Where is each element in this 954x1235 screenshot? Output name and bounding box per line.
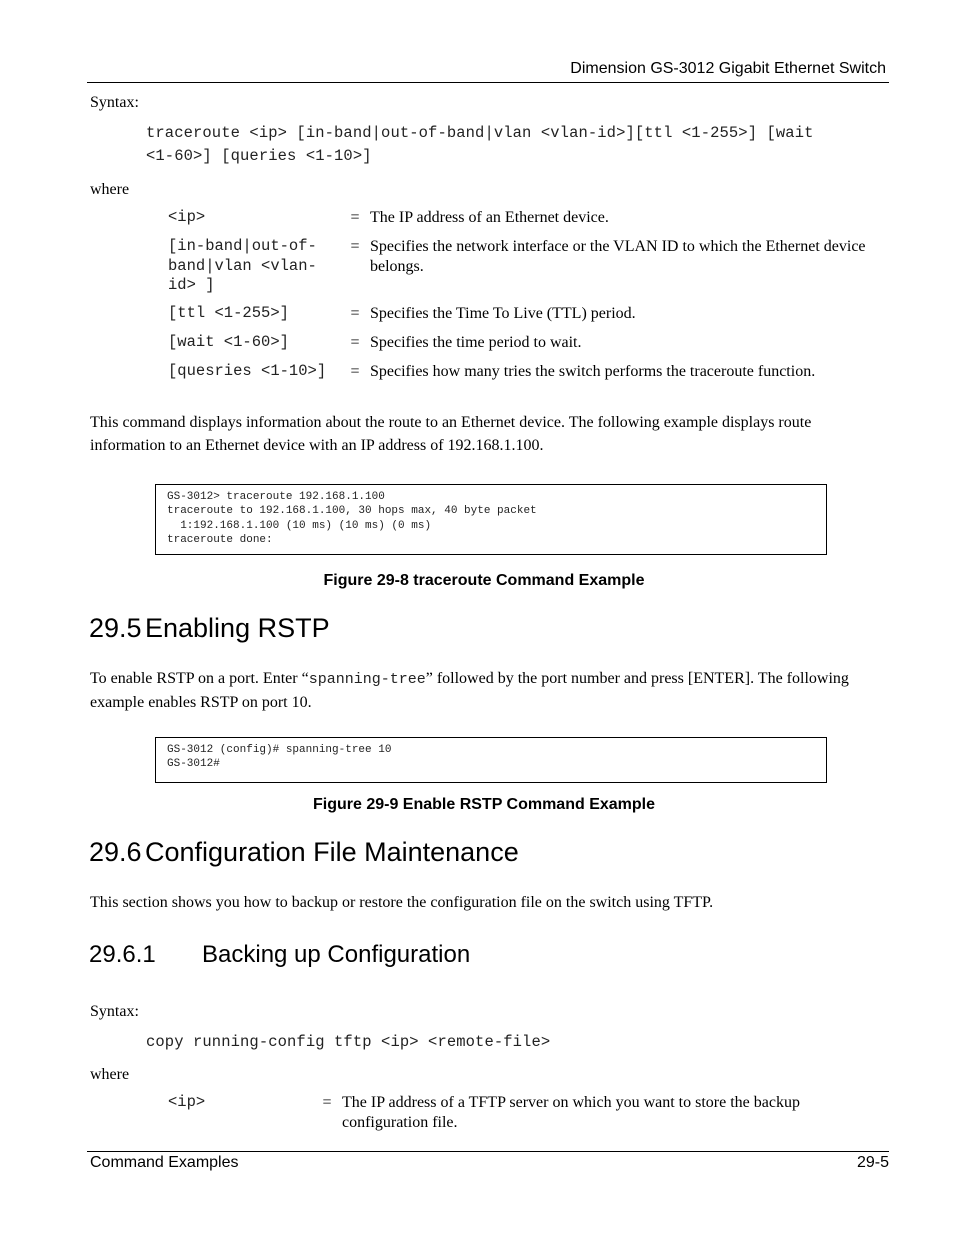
param-row: [168, 1093, 862, 1132]
rstp-text-before: To enable RSTP on a port. Enter “: [90, 670, 309, 687]
param-equals: =: [350, 334, 360, 351]
subsection-title: Backing up Configuration: [202, 941, 471, 968]
section-title: Configuration File Maintenance: [145, 837, 519, 867]
code-line: GS-3012> traceroute 192.168.1.100: [167, 491, 385, 503]
section-heading-config: [89, 837, 519, 868]
param-row: [168, 304, 870, 324]
header-rule: [87, 82, 889, 83]
param-equals: =: [350, 209, 360, 226]
rstp-description: [90, 667, 880, 714]
footer-chapter: Command Examples: [90, 1154, 239, 1171]
param-row: [168, 362, 870, 382]
param-description: Specifies the network interface or the VLAN ID to which the Ethernet device belongs.: [370, 238, 866, 275]
traceroute-example-box: [155, 484, 827, 555]
param-name: [wait <1-60>]: [168, 333, 289, 351]
param-row: [168, 333, 870, 353]
section-heading-rstp: [89, 613, 330, 644]
param-description: The IP address of a TFTP server on which you want to store the backup configuration file.: [342, 1094, 800, 1131]
syntax-line-2: <1-60>] [queries <1-10>]: [146, 147, 372, 165]
param-equals: =: [350, 363, 360, 380]
subsection-number: 29.6.1: [89, 941, 156, 968]
param-description: Specifies how many tries the switch performs the traceroute function.: [370, 363, 816, 380]
section-title: Enabling RSTP: [145, 613, 330, 643]
code-line: 1:192.168.1.100 (10 ms) (10 ms) (0 ms): [167, 519, 432, 532]
backup-syntax-line: copy running-config tftp <ip> <remote-file>: [146, 1033, 551, 1051]
param-row: [168, 208, 870, 228]
footer-rule: [87, 1151, 889, 1152]
section-number: 29.6: [89, 837, 142, 867]
section-number: 29.5: [89, 613, 142, 643]
param-description: Specifies the time period to wait.: [370, 334, 582, 351]
param-name: [quesries <1-10>]: [168, 362, 327, 380]
running-header-title: Dimension GS-3012 Gigabit Ethernet Switch: [570, 60, 886, 77]
rstp-command: spanning-tree: [308, 671, 426, 688]
param-name: <ip>: [168, 1093, 206, 1111]
subsection-heading-backup: [89, 941, 470, 969]
param-equals: =: [322, 1094, 332, 1111]
figure-caption-29-8: Figure 29-8 traceroute Command Example: [323, 572, 645, 589]
code-line: traceroute to 192.168.1.100, 30 hops max, 40 byte packet: [167, 505, 537, 518]
config-description: This section shows you how to backup or restore the configuration file on the switch using TFTP.: [90, 894, 714, 911]
param-description: The IP address of an Ethernet device.: [370, 209, 609, 226]
syntax-label: Syntax:: [90, 1003, 139, 1020]
code-line: traceroute done:: [167, 533, 273, 546]
syntax-label: Syntax:: [90, 94, 139, 111]
param-name: <ip>: [168, 208, 206, 226]
param-equals: =: [350, 238, 360, 255]
traceroute-description: This command displays information about the route to an Ethernet device. The following example displays route information to an Ethernet device with an IP address of 192.168.1.100.: [90, 414, 812, 454]
param-equals: =: [350, 305, 360, 322]
rstp-text-after: ” followed by the port number and press [ENTER]. The following example enables RSTP on port 10.: [90, 670, 849, 711]
param-name: [ttl <1-255>]: [168, 304, 289, 322]
rstp-example-box: [155, 737, 827, 783]
param-name: [in-band|out-of-band|vlan <vlan-id> ]: [168, 237, 317, 294]
code-line: GS-3012 (config)# spanning-tree 10: [167, 744, 392, 756]
param-row: [168, 237, 870, 296]
where-label: where: [90, 1066, 130, 1083]
syntax-line-1: traceroute <ip> [in-band|out-of-band|vlan <vlan-id>][ttl <1-255>] [wait: [146, 124, 814, 142]
footer-page-number: 29-5: [856, 1154, 889, 1171]
where-label: where: [90, 181, 130, 198]
figure-caption-29-9: Figure 29-9 Enable RSTP Command Example: [312, 796, 656, 813]
code-line: GS-3012#: [167, 758, 220, 771]
param-description: Specifies the Time To Live (TTL) period.: [370, 305, 636, 322]
